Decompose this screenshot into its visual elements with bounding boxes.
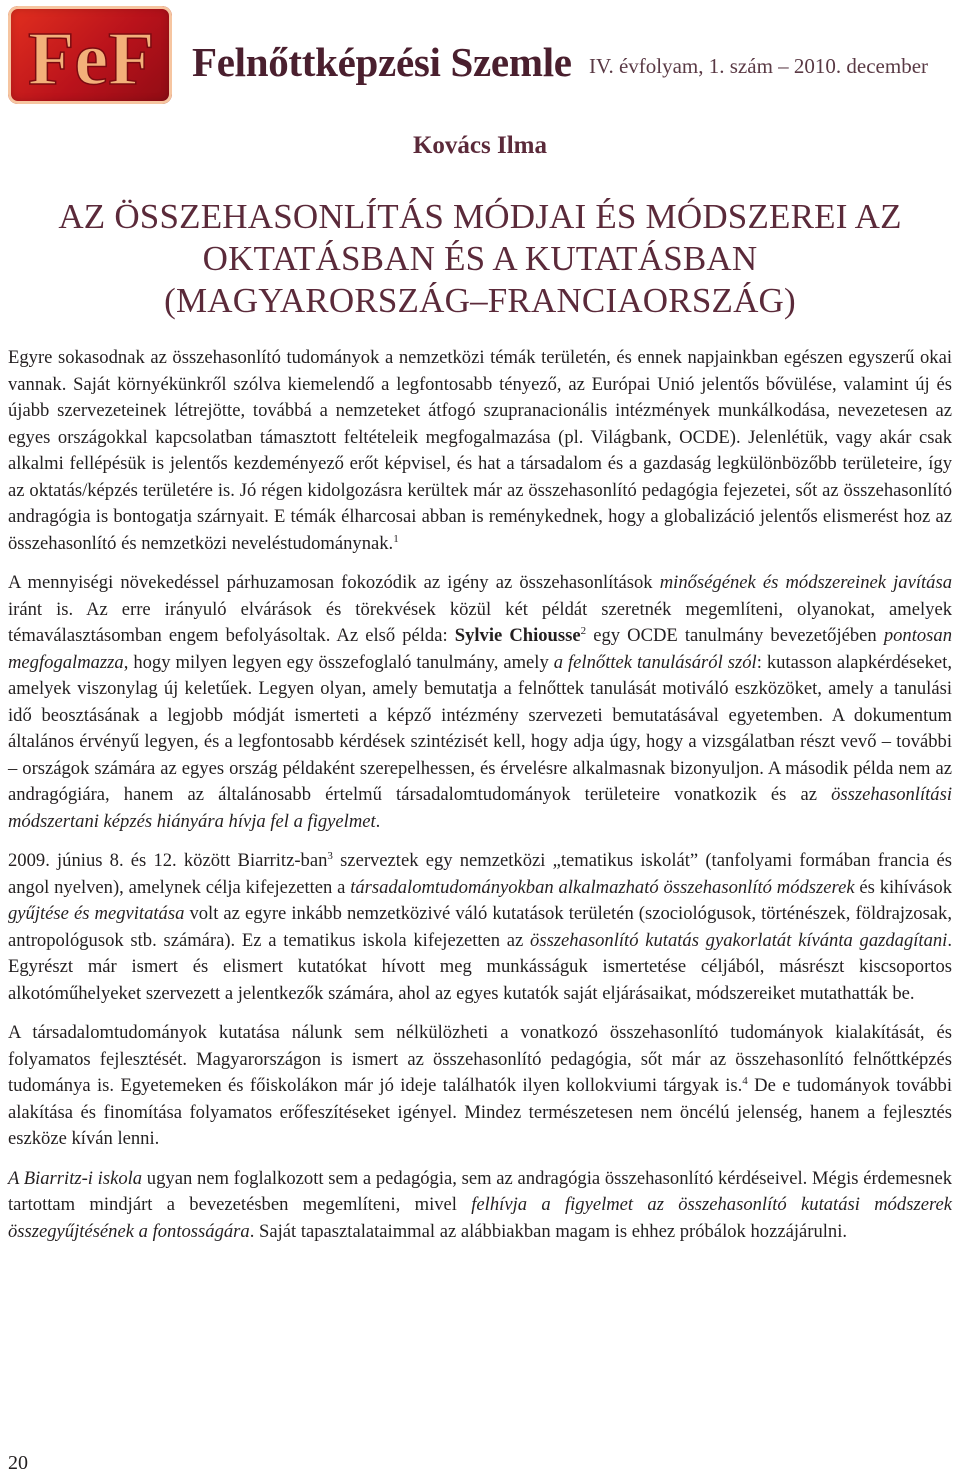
body-paragraph <box>8 1166 952 1246</box>
article-author: Kovács Ilma <box>412 132 548 159</box>
journal-header <box>8 6 952 106</box>
text-run: , hogy milyen legyen egy összefoglaló tanulmány, amely <box>123 651 554 673</box>
text-run: A mennyiségi növekedéssel párhuzamosan fokozódik az igény az összehasonlítások <box>8 572 660 593</box>
text-run: egy OCDE tanulmány bevezetőjében <box>586 625 884 646</box>
text-run: összehasonlító kutatás gyakorlatát kívánta gazdagítani <box>530 929 948 951</box>
text-run: iránt is. Az erre irányuló elvárások és törekvések közül két példát szeretnék megemlíteni, olyanokat, amelyek témaválasztásomban engem befolyásoltak. Az első példa: <box>8 598 952 646</box>
text-run: volt az egyre inkább nemzetközivé váló kutatások területén (szociológusok, történészek, földrajzosak, antropológusok stb. számára). Ez a tematikus iskola kifejezetten az <box>8 903 953 951</box>
text-run: összehasonlítási módszertani képzés hiányára hívja fel a figyelmet <box>8 784 952 832</box>
logo-text: FeF <box>28 17 155 101</box>
text-run: szerveztek egy nemzetközi „tematikus iskolát” (tanfolyami formában francia és angol nyelven), amelynek célja kifejezetten a <box>8 850 952 898</box>
text-run: pontosan megfogalmazza <box>8 625 952 673</box>
article-body <box>8 345 952 1258</box>
text-run: . Egyrészt már ismert és elismert kutatókat hívott meg munkásságuk ismertetése céljából, másrészt kiscsoportos alkotóműhelyeket szervezett a jelentkezők számára, ahol az egyes kutatók saját eljárásaikat, módszereiket mutathatták be. <box>8 929 953 1004</box>
text-run: De e tudományok további alakítása és finomítása folyamatos erőfeszítéseket igényel. Mindez természetesen nem öncélú jelenség, hanem a fejlesztés eszköze kíván lenni. <box>8 1075 952 1149</box>
text-run: felhívja a figyelmet az összehasonlító kutatási módszerek összegyűjtésének a fontosságára <box>8 1194 952 1242</box>
text-run: . <box>375 810 381 832</box>
page-number: 20 <box>8 1452 28 1474</box>
title-line: OKTATÁSBAN ÉS A KUTATÁSBAN <box>202 239 758 278</box>
footnote-ref: 4 <box>742 1075 748 1087</box>
footnote-ref: 1 <box>393 532 399 545</box>
text-run: : kutasson alapkérdéseket, amelyek viszonylag új keletűek. Legyen olyan, amely bemutatja a felnőttek tanulását motiváló eszközöket, amely a tanulási idő beosztásának a legjobb módját ismerteti a képző intézmény szervezeti bemutatásával egyetemben. A dokumentum általános érvényű legyen, és a legfontosabb kérdések szintézisét kell, hogy adja úgy, hogy a vizsgálatban részt vevő – további – országok számára az egyes ország példaként szerepelhessen, és érvelésre alkalmasnak bizonyuljon. A második példa nem az andragógiára, hanem az általánosabb értelmű társadalomtudományok területeire vonatkozik és az <box>8 651 953 805</box>
body-paragraph <box>8 1020 952 1153</box>
fef-logo-graphic <box>8 6 172 104</box>
text-run: . Saját tapasztalataimmal az alábbiakban magam is ehhez próbálok hozzájárulni. <box>249 1220 848 1242</box>
journal-issue: IV. évfolyam, 1. szám – 2010. december <box>589 54 929 78</box>
text-run: minőségének és módszereinek javítása <box>659 572 952 593</box>
title-line: AZ ÖSSZEHASONLÍTÁS MÓDJAI ÉS MÓDSZEREI AZ <box>58 197 902 236</box>
text-run: gyűjtése és megvitatása <box>8 903 185 924</box>
body-paragraph <box>8 848 952 1007</box>
text-run: A Biarritz-i iskola <box>8 1167 143 1189</box>
article-title <box>0 196 960 322</box>
body-paragraph <box>8 345 952 557</box>
footnote-ref: 3 <box>327 850 333 862</box>
text-run: 2009. június 8. és 12. között Biarritz-ban <box>8 850 328 871</box>
body-paragraph <box>8 570 952 835</box>
text-run: A társadalomtudományok kutatása nálunk sem nélkülözheti a vonatkozó összehasonlító tudományok kialakítását, és folyamatos fejlesztését. Magyarországon is ismert az összehasonlító pedagógia, sőt már az összehasonlító felnőttképzés tudománya is. Egyetemeken és főiskolákon már jó ideje találhatók ilyen kollokviumi tárgyak is. <box>8 1022 952 1096</box>
journal-title: Felnőttképzési Szemle <box>192 39 572 85</box>
text-run: Egyre sokasodnak az összehasonlító tudományok a nemzetközi témák területén, és ennek napjainkban egészen egyszerű okai vannak. Saját környékünkről szólva kiemelendő a legfontosabb tényező, az Európai Unió jelentős bővülése, valamint új és újabb szervezeteinek létrejötte, továbbá a nemzeteket átfogó szupranacionális intézmények munkálkodása, nevezetesen az egyes országokkal kapcsolatban támasztott feltételeik megfogalmazása (pl. Világbank, OCDE). Jelenlétük, vagy akár csak alkalmi fellépésük is jelentős kezdeményező erőt képvisel, és hat a társadalom és a gazdaság legkülönbözőbb területeire, így az oktatás/képzés területére is. Jó régen kidolgozásra kerültek már az összehasonlító pedagógia fejezetei, sőt az összehasonlító andragógia is bontogatja szárnyait. E témák élharcosai abban is reménykednek, hogy a globalizáció jelentős elismerést hoz az összehasonlító és nemzetközi neveléstudománynak. <box>8 347 952 554</box>
title-line: (MAGYARORSZÁG–FRANCIAORSZÁG) <box>164 281 796 320</box>
text-run: a felnőttek tanulásáról szól <box>553 651 757 673</box>
text-run: társadalomtudományokban alkalmazható összehasonlító módszerek <box>350 876 855 898</box>
text-run: és kihívások <box>854 876 953 898</box>
journal-logo <box>8 6 172 104</box>
text-run: ugyan nem foglalkozott sem a pedagógia, sem az andragógia összehasonlító kérdéseivel. Mégis érdemesnek tartottam mindjárt a bevezetésben megemlíteni, mivel <box>8 1167 953 1215</box>
footnote-ref: 2 <box>580 625 587 637</box>
text-run: Sylvie Chiousse <box>454 625 581 646</box>
